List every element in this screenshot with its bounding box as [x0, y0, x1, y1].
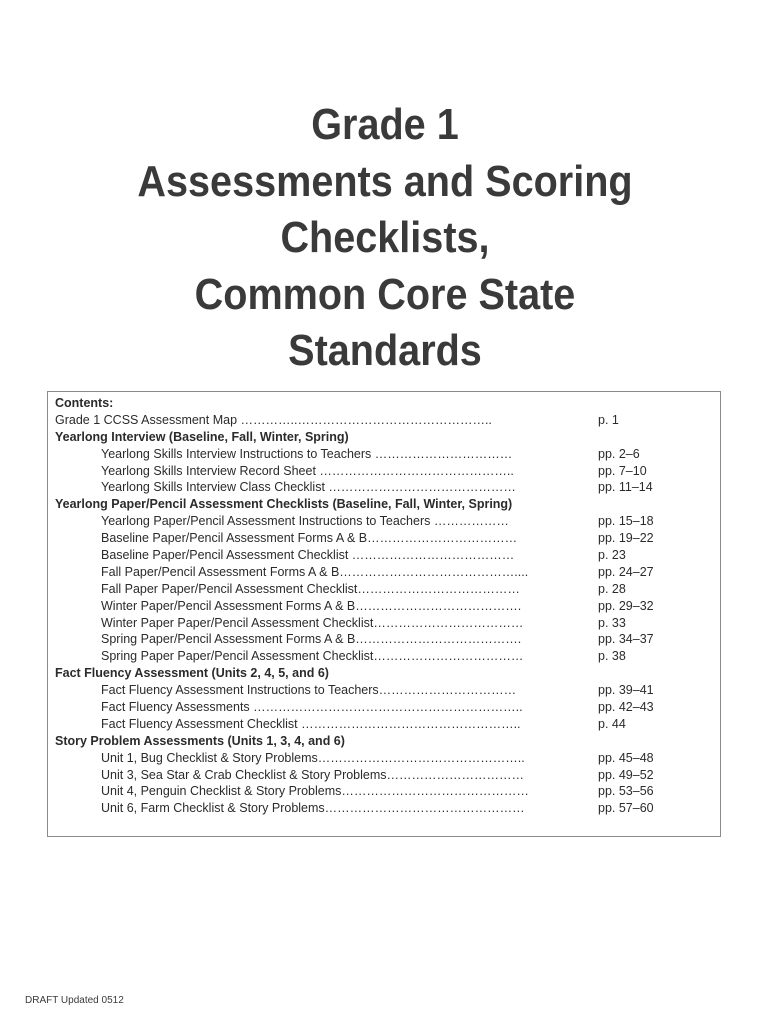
- toc-entry-title: Fall Paper Paper/Pencil Assessment Checklist…………………………………: [101, 581, 520, 596]
- toc-page-number: p. 23: [598, 548, 626, 563]
- toc-section-title: Yearlong Paper/Pencil Assessment Checklists (Baseline, Fall, Winter, Spring): [55, 497, 513, 512]
- toc-entry: [55, 615, 715, 632]
- toc-entry: [55, 412, 715, 429]
- toc-section-heading: [55, 496, 715, 513]
- toc-entry: [55, 513, 715, 530]
- toc-entry-title: Baseline Paper/Pencil Assessment Checklist …………………………………: [101, 548, 515, 563]
- toc-section-heading: [55, 733, 715, 750]
- toc-entry: [55, 631, 715, 648]
- document-title: [0, 97, 770, 380]
- footer-draft-note: DRAFT Updated 0512: [25, 995, 124, 1006]
- title-line: Grade 1: [311, 100, 459, 149]
- toc-entry: [55, 446, 715, 463]
- toc-page-number: pp. 15–18: [598, 514, 654, 529]
- toc-page-number: pp. 29–32: [598, 598, 654, 613]
- toc-page-number: p. 44: [598, 716, 626, 731]
- toc-entry: [55, 648, 715, 665]
- toc-heading: [55, 395, 715, 412]
- toc-section-title: Yearlong Interview (Baseline, Fall, Winter, Spring): [55, 429, 349, 444]
- toc-page-number: pp. 57–60: [598, 801, 654, 816]
- toc-page-number: pp. 7–10: [598, 463, 647, 478]
- toc-entry: [55, 716, 715, 733]
- toc-entry-title: Spring Paper Paper/Pencil Assessment Checklist………………………………: [101, 649, 524, 664]
- toc-entry-title: Yearlong Paper/Pencil Assessment Instructions to Teachers ………………: [101, 514, 509, 529]
- toc-entry: [55, 783, 715, 800]
- toc-section-heading: [55, 665, 715, 682]
- toc-entry: [55, 547, 715, 564]
- toc-entry: [55, 530, 715, 547]
- toc-section-title: Story Problem Assessments (Units 1, 3, 4, and 6): [55, 733, 345, 748]
- toc-entry-title: Winter Paper/Pencil Assessment Forms A & B………………………………….: [101, 598, 522, 613]
- title-line: Common Core State: [194, 269, 576, 319]
- toc-entry-title: Unit 1, Bug Checklist & Story Problems…………………………………………..: [101, 750, 525, 765]
- toc-entry-title: Fact Fluency Assessments ………………………………………………………..: [101, 700, 523, 715]
- toc-entry: [55, 682, 715, 699]
- toc-section-title: Fact Fluency Assessment (Units 2, 4, 5, and 6): [55, 666, 329, 681]
- toc-page-number: pp. 42–43: [598, 700, 654, 715]
- toc-entry-title: Fall Paper/Pencil Assessment Forms A & B……………………………………....: [101, 564, 529, 579]
- toc-entry-title: Baseline Paper/Pencil Assessment Forms A & B………………………………: [101, 531, 518, 546]
- toc-page-number: pp. 2–6: [598, 446, 640, 461]
- toc-list: [55, 395, 715, 817]
- toc-page-number: pp. 34–37: [598, 632, 654, 647]
- toc-entry-title: Fact Fluency Assessment Instructions to Teachers……………………………: [101, 683, 517, 698]
- toc-entry: [55, 581, 715, 598]
- contents-heading: Contents:: [55, 396, 114, 410]
- title-line: Assessments and Scoring: [137, 156, 633, 206]
- toc-entry-title: Unit 6, Farm Checklist & Story Problems…………………………………………: [101, 801, 525, 816]
- toc-page-number: pp. 24–27: [598, 564, 654, 579]
- toc-entry: [55, 750, 715, 767]
- toc-entry: [55, 463, 715, 480]
- toc-entry: [55, 598, 715, 615]
- toc-page-number: pp. 39–41: [598, 683, 654, 698]
- toc-page-number: pp. 45–48: [598, 750, 654, 765]
- toc-entry-title: Winter Paper Paper/Pencil Assessment Checklist………………………………: [101, 615, 524, 630]
- toc-section-heading: [55, 429, 715, 446]
- toc-page-number: pp. 49–52: [598, 767, 654, 782]
- title-line: Standards: [288, 326, 482, 375]
- toc-entry: [55, 800, 715, 817]
- toc-entry-title: Yearlong Skills Interview Class Checklist ………………………………………: [101, 480, 516, 495]
- toc-page-number: p. 1: [598, 412, 619, 427]
- toc-page-number: p. 28: [598, 581, 626, 596]
- toc-entry: [55, 699, 715, 716]
- toc-entry: [55, 564, 715, 581]
- toc-entry-title: Unit 3, Sea Star & Crab Checklist & Story Problems……………………………: [101, 767, 525, 782]
- toc-entry-title: Yearlong Skills Interview Instructions to Teachers ……………………………: [101, 446, 513, 461]
- toc-page-number: pp. 11–14: [598, 480, 653, 495]
- toc-entry-title: Spring Paper/Pencil Assessment Forms A & B………………………………….: [101, 632, 522, 647]
- table-of-contents: [47, 391, 721, 837]
- toc-entry-title: Unit 4, Penguin Checklist & Story Problems………………………………………: [101, 784, 529, 799]
- toc-entry: [55, 479, 715, 496]
- toc-page-number: pp. 19–22: [598, 531, 654, 546]
- toc-page-number: p. 38: [598, 649, 626, 664]
- title-line: Checklists,: [280, 213, 490, 262]
- toc-page-number: pp. 53–56: [598, 784, 654, 799]
- toc-entry-title: Fact Fluency Assessment Checklist ……………………………………………..: [101, 716, 521, 731]
- toc-entry-title: Grade 1 CCSS Assessment Map …………..………………………………………..: [55, 412, 492, 427]
- toc-page-number: p. 33: [598, 615, 626, 630]
- toc-entry-title: Yearlong Skills Interview Record Sheet ………………………………………..: [101, 463, 514, 478]
- toc-entry: [55, 767, 715, 784]
